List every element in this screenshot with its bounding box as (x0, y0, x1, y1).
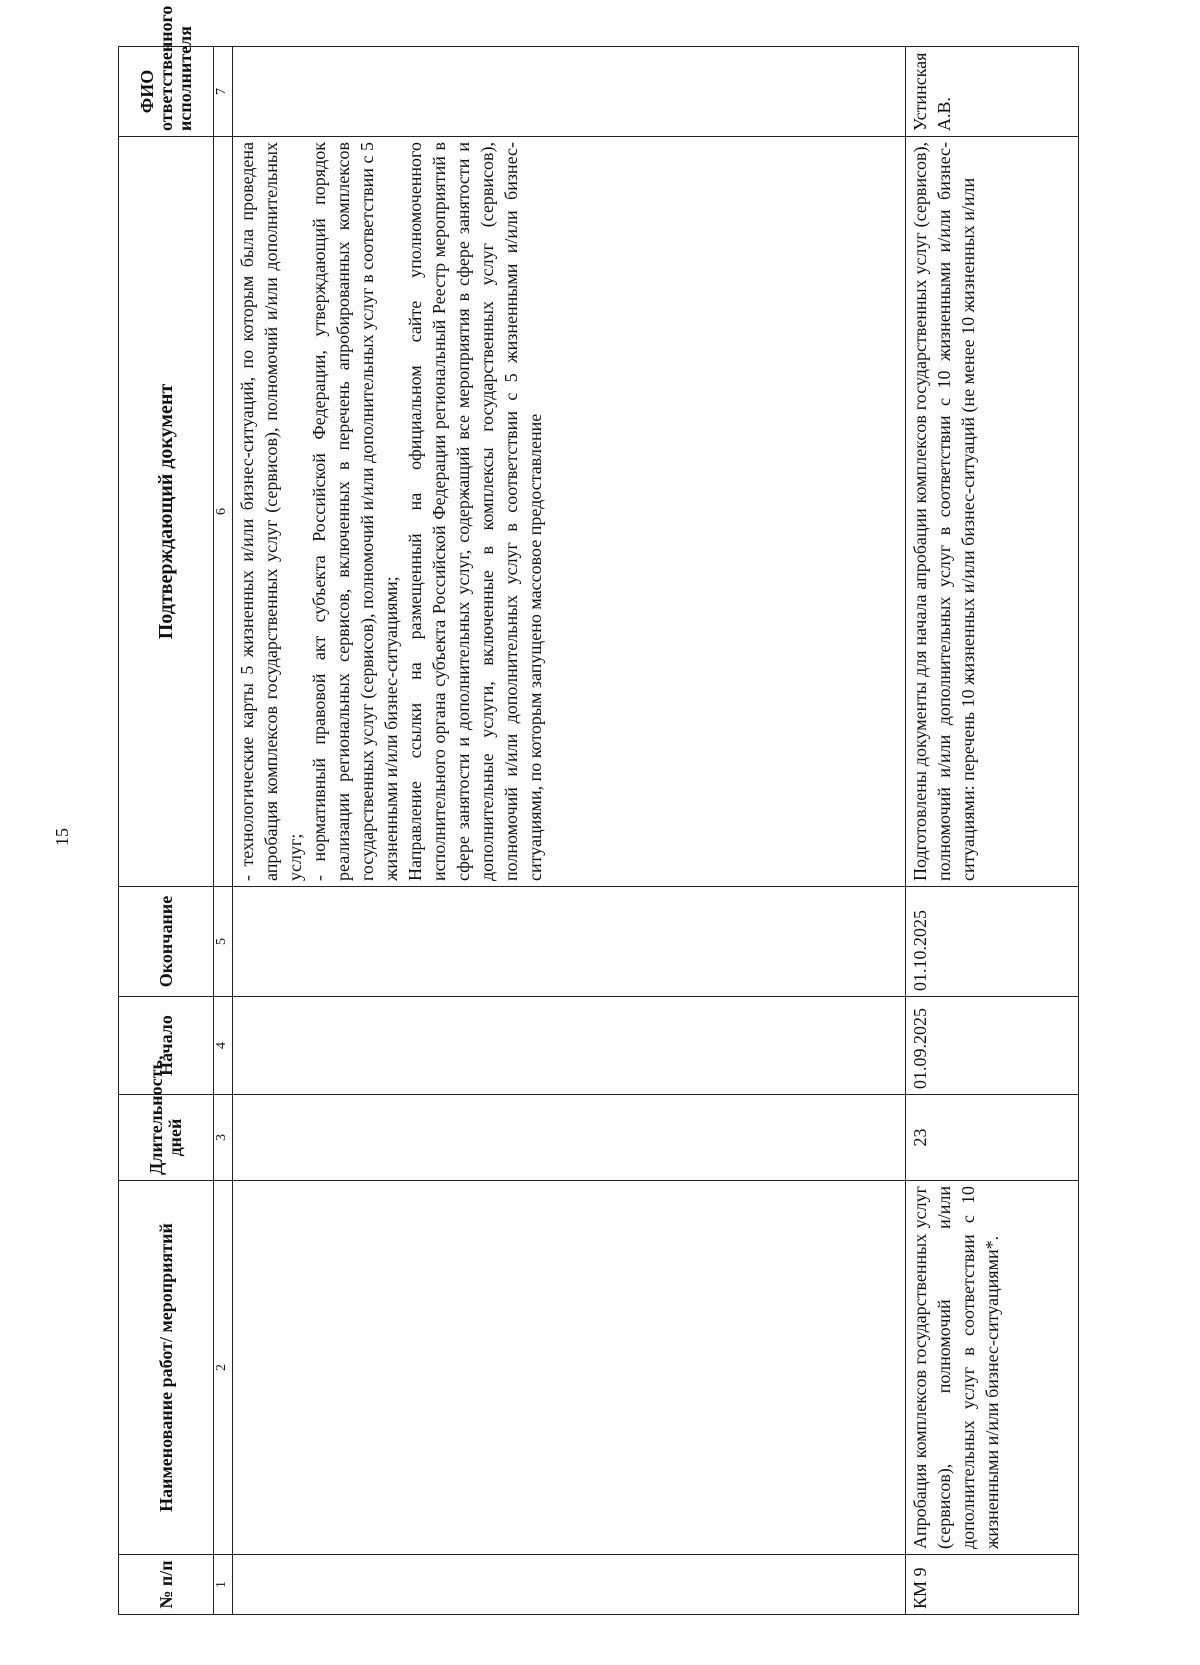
cell-empty (233, 887, 906, 997)
col-number: 5 (214, 887, 233, 997)
header-doc: Подтверждающий документ (119, 137, 214, 887)
cell-empty (233, 1095, 906, 1181)
header-person: ФИО ответственного исполнителя (119, 47, 214, 137)
table-row (233, 47, 906, 1615)
rotated-table-container (118, 5, 1178, 1615)
table-row (906, 47, 1079, 1615)
doc-paragraph: - нормативный правовой акт субъекта Российской Федерации, утверждающий порядок реализации региональных сервисов, включенных в перечень апробированных комплексов государственных услуг (сервисов), полномочий и/или дополнительных услуг в соответствии с 5 жизненными и/или бизнес-ситуациями; (309, 142, 401, 881)
col-number: 6 (214, 137, 233, 887)
page-number: 15 (52, 828, 72, 846)
work-plan-table (118, 5, 1079, 1615)
cell-empty (233, 1555, 906, 1615)
responsible-person: Устинская А.В. (906, 47, 1079, 137)
start-date: 01.09.2025 (906, 997, 1079, 1095)
cell-empty (233, 47, 906, 137)
duration: 23 (906, 1095, 1079, 1181)
doc-paragraph: Направление ссылки на размещенный на официальном сайте уполномоченного исполнительного органа субъекта Российской Федерации региональный Реестр мероприятий в сфере занятости и дополнительных услуг, содержащий все мероприятия в сфере занятости и дополнительные услуги, включенные в комплексы государственных услуг (сервисов), полномочий и/или дополнительных услуг в соответствии с 5 жизненными и/или бизнес-ситуациями, по которым запущено массовое предоставление (405, 142, 545, 881)
col-number: 1 (214, 1555, 233, 1615)
header-row (119, 47, 214, 1615)
end-date: 01.10.2025 (906, 887, 1079, 997)
column-number-row (214, 47, 233, 1615)
row-number: КМ 9 (906, 1555, 1079, 1615)
doc-paragraph: - технологические карты 5 жизненных и/или бизнес-ситуаций, по которым была проведена апробация комплексов государственных услуг (сервисов), полномочий и/или дополнительных услуг; (237, 142, 305, 881)
doc-cell (233, 137, 906, 887)
header-duration: Длительность, дней (119, 1095, 214, 1181)
col-number: 2 (214, 1181, 233, 1555)
doc-text: Подготовлены документы для начала апробации комплексов государственных услуг (сервисов), полномочий и/или дополнительных услуг в соответствии с 10 жизненными и/или бизнес-ситуациями: перечень 10 жизненных и/или бизнес-ситуаций (не менее 10 жизненных и/или (910, 142, 978, 881)
header-num: № п/п (119, 1555, 214, 1615)
doc-cell (906, 137, 1079, 887)
header-name: Наименование работ/ мероприятий (119, 1181, 214, 1555)
header-end: Окончание (119, 887, 214, 997)
cell-empty (233, 997, 906, 1095)
header-start: Начало (119, 997, 214, 1095)
col-number: 3 (214, 1095, 233, 1181)
cell-empty (233, 1181, 906, 1555)
work-name: Апробация комплексов государственных услуг (сервисов), полномочий и/или дополнительных услуг в соответствии с 10 жизненными и/или бизнес-ситуациями*. (906, 1181, 1079, 1555)
col-number: 4 (214, 997, 233, 1095)
col-number: 7 (214, 47, 233, 137)
